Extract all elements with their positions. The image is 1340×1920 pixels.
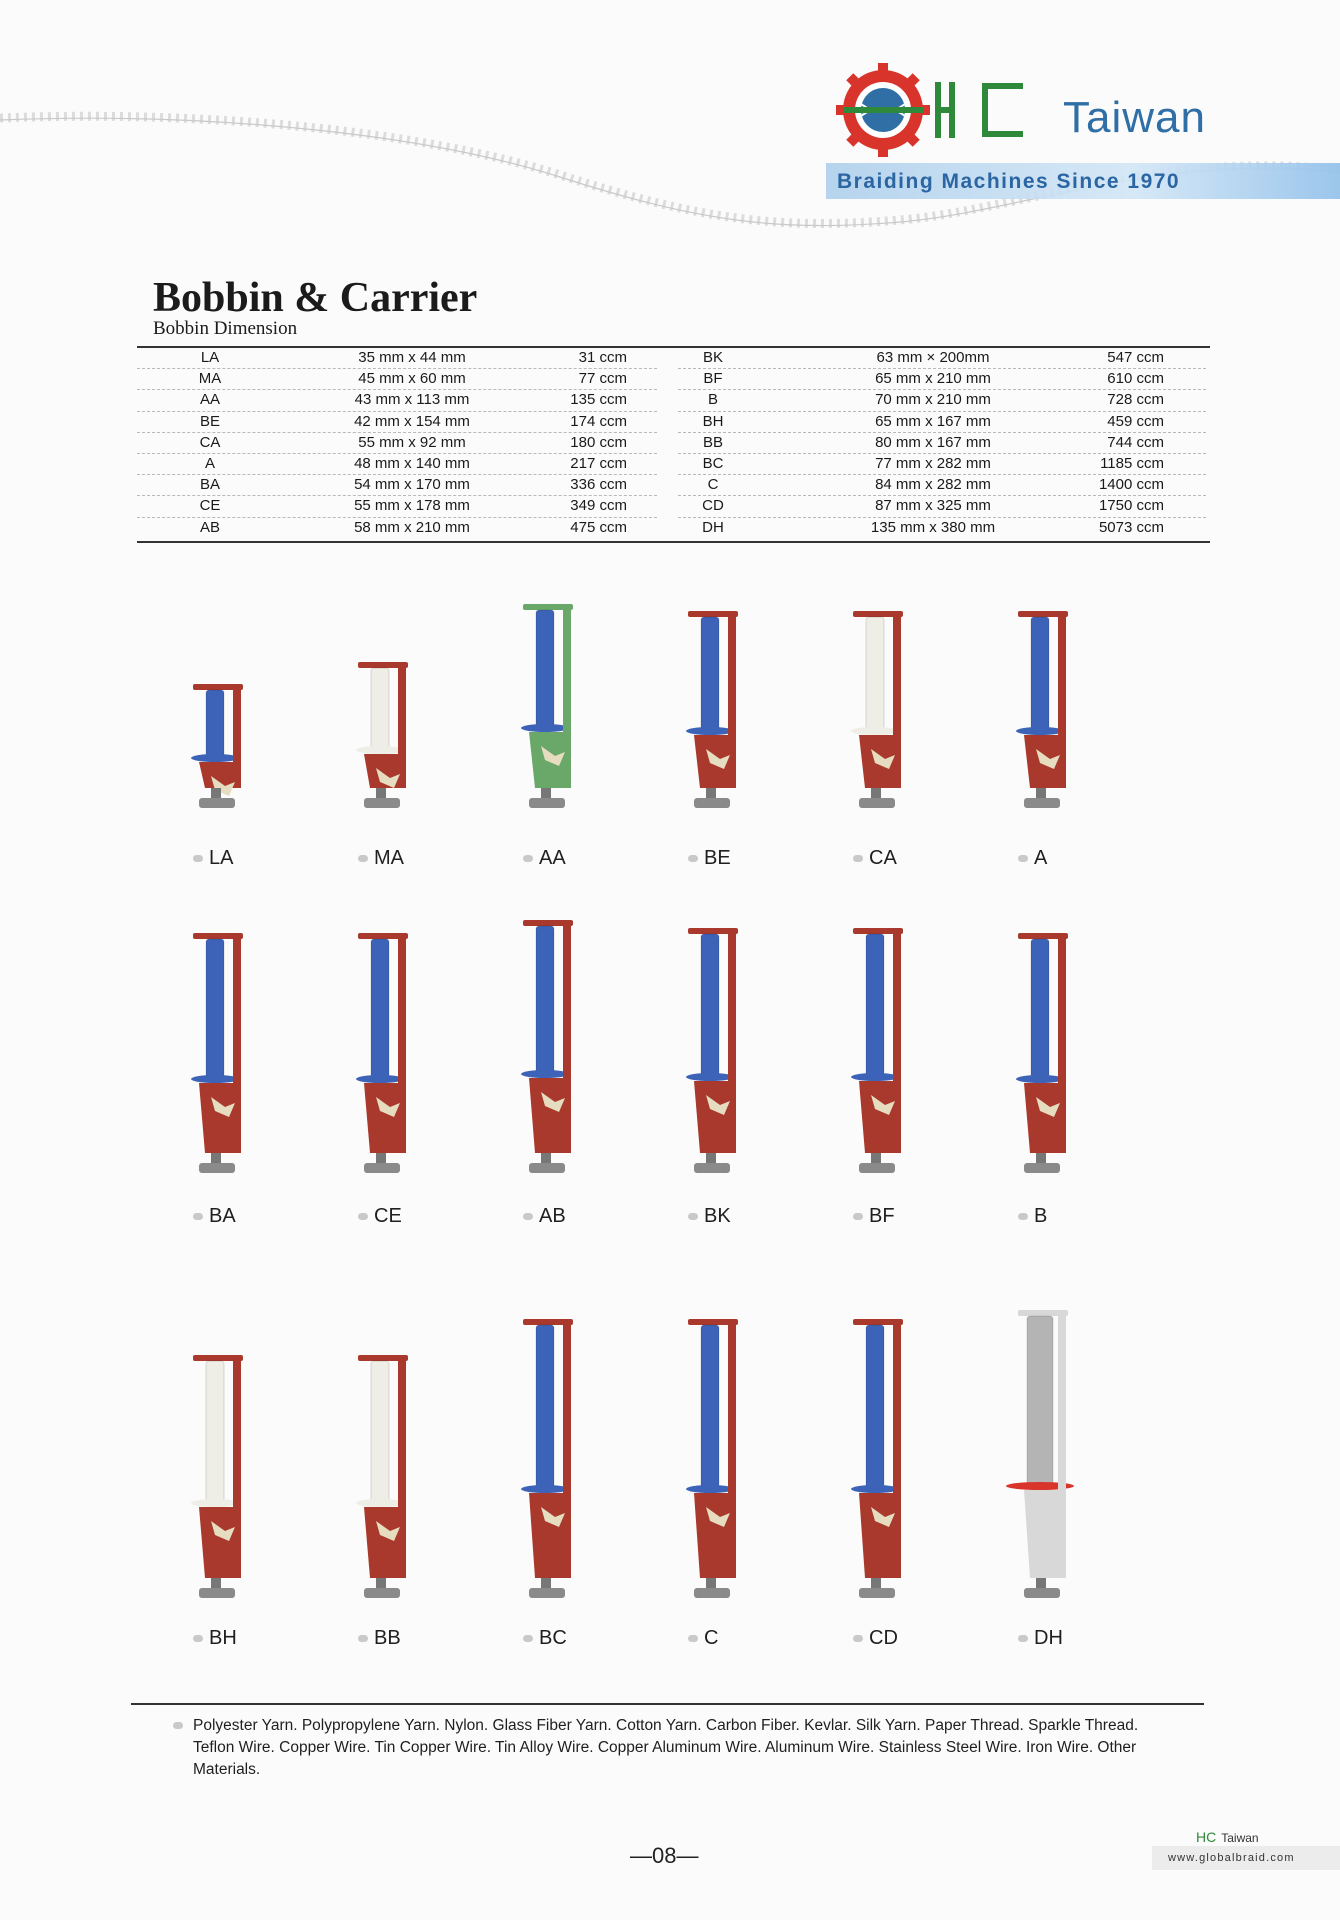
dimension-size: 45 mm x 60 mm [358,370,466,388]
carrier-la [175,674,275,810]
dimension-volume: 174 ccm [570,412,627,430]
carrier-ab [505,910,605,1175]
dimension-table-right [678,348,1206,538]
dimension-code: LA [200,349,220,366]
carrier-label-text: BE [704,847,731,869]
dimension-volume: 744 ccm [1107,433,1164,451]
bullet-icon [1018,1213,1028,1220]
section-subtitle: Bobbin Dimension [153,318,298,339]
carrier-a [1000,601,1100,810]
bullet-icon [193,855,203,862]
dimension-row [137,433,657,454]
carrier-label-text: B [1034,1205,1048,1227]
dimension-volume: 77 ccm [578,370,627,388]
dimension-volume: 349 ccm [570,497,627,515]
dimension-code: BC [702,454,724,472]
carrier-label-text: BF [869,1205,895,1227]
dimension-volume: 135 ccm [570,391,627,409]
dimension-row [678,390,1206,411]
dimension-row [137,390,657,411]
carrier-illustration [340,923,440,1175]
dimension-code: BE [199,412,220,430]
dimension-volume: 31 ccm [578,349,627,366]
carrier-label [523,847,566,870]
dimension-size: 65 mm x 210 mm [875,370,991,388]
dimension-code: A [204,454,215,472]
carrier-label [853,1205,895,1228]
bullet-icon [193,1635,203,1642]
carrier-illustration [505,594,605,810]
dimension-code: AA [199,391,220,409]
dimension-code: CD [702,497,724,515]
carrier-c [670,1309,770,1600]
carrier-b [1000,923,1100,1175]
footer-brand-suffix: Taiwan [1221,1831,1259,1845]
bullet-icon [358,855,368,862]
carrier-cd [835,1309,935,1600]
dimension-volume: 180 ccm [570,433,627,451]
bullet-icon [688,855,698,862]
carrier-illustration [505,910,605,1175]
carrier-bf [835,918,935,1175]
carrier-label-text: CE [374,1205,402,1227]
carrier-illustration [670,601,770,810]
carrier-illustration [670,1309,770,1600]
dimension-row [137,348,657,369]
dimension-volume: 610 ccm [1107,370,1164,388]
carrier-label [1018,847,1047,870]
dimension-code: B [707,391,718,409]
carrier-label-text: LA [209,847,234,869]
dimension-volume: 1400 ccm [1098,476,1164,494]
bullet-icon [853,1635,863,1642]
carrier-label-text: BH [209,1627,237,1649]
carrier-illustration [175,923,275,1175]
bullet-icon [1018,1635,1028,1642]
carrier-label [1018,1205,1047,1228]
carrier-illustration [175,674,275,810]
carrier-label-text: A [1034,847,1048,869]
carrier-ma [340,652,440,810]
dimension-row [678,433,1206,454]
carrier-label-text: BC [539,1627,567,1649]
dimension-size: 70 mm x 210 mm [875,391,991,409]
carrier-label [688,847,731,870]
dimension-size: 35 mm x 44 mm [358,349,466,366]
dimension-size: 77 mm x 282 mm [875,454,991,472]
bullet-icon [688,1635,698,1642]
carrier-label [853,847,897,870]
carrier-illustration [1000,923,1100,1175]
dimension-size: 55 mm x 178 mm [354,497,470,515]
carrier-illustration [340,652,440,810]
carrier-bh [175,1345,275,1600]
dimension-row [137,412,657,433]
dimension-row [678,454,1206,475]
dimension-size: 65 mm x 167 mm [875,412,991,430]
bullet-icon [523,1213,533,1220]
carrier-label [688,1205,731,1228]
carrier-label [358,1627,401,1650]
carrier-label-text: C [704,1627,719,1649]
dimension-size: 54 mm x 170 mm [354,476,470,494]
carrier-label [1018,1627,1063,1650]
carrier-label-text: MA [374,847,404,869]
dimension-row [678,496,1206,517]
carrier-be [670,601,770,810]
dimension-volume: 475 ccm [570,518,627,536]
bullet-icon [688,1213,698,1220]
carrier-label-text: AA [539,847,566,869]
page-number: —08— [630,1843,699,1868]
dimension-code: BH [702,412,724,430]
brand-name: Taiwan [1063,93,1206,142]
dimension-size: 63 mm × 200mm [876,349,990,366]
dimension-code: BF [703,370,723,388]
section-title: Bobbin & Carrier [153,275,478,321]
dimension-code: CE [199,497,221,515]
dimension-code: BK [702,349,723,366]
carrier-label-text: DH [1034,1627,1063,1649]
dimension-volume: 728 ccm [1107,391,1164,409]
footer-brand-mark: HC [1196,1829,1217,1845]
dimension-row [137,369,657,390]
materials-list [193,1715,1153,1781]
carrier-label [523,1205,566,1228]
carrier-illustration [670,918,770,1175]
carrier-label [688,1627,718,1650]
carrier-label [193,1627,237,1650]
dimension-table-left [137,348,657,538]
dimension-size: 48 mm x 140 mm [354,454,470,472]
tagline: Braiding Machines Since 1970 [837,170,1181,193]
bullet-icon [853,1213,863,1220]
dimension-row [678,518,1206,538]
bullet-icon [173,1722,183,1729]
dimension-row [137,518,657,538]
dimension-code: C [707,476,719,494]
dimension-code: DH [702,518,724,536]
carrier-illustration [835,1309,935,1600]
dimension-volume: 547 ccm [1107,349,1164,366]
dimension-size: 135 mm x 380 mm [870,518,996,536]
dimension-size: 87 mm x 325 mm [875,497,991,515]
dimension-row [678,348,1206,369]
dimension-size: 55 mm x 92 mm [358,433,466,451]
carrier-label-text: CA [869,847,897,869]
carrier-ca [835,601,935,810]
carrier-label [358,1205,402,1228]
carrier-illustration [175,1345,275,1600]
materials-text: Polyester Yarn. Polypropylene Yarn. Nylon. Glass Fiber Yarn. Cotton Yarn. Carbon Fiber. Kevlar. Silk Yarn. Paper Thread. Sparkle Thread. Teflon Wire. Copper Wire. Tin Copper Wire. Tin Alloy Wire. Copper Aluminum Wire. Aluminum Wire. Stainless Steel Wire. Iron Wire. Other Materials. [193,1717,1139,1778]
carrier-illustration [1000,601,1100,810]
dimension-volume: 1185 ccm [1100,454,1164,472]
bullet-icon [523,855,533,862]
dimension-row [678,475,1206,496]
bullet-icon [523,1635,533,1642]
materials-rule [131,1703,1204,1705]
dimension-volume: 1750 ccm [1098,497,1164,515]
dimension-code: BA [199,476,220,494]
carrier-ba [175,923,275,1175]
dimension-volume: 336 ccm [570,476,627,494]
dimension-row [137,454,657,475]
bullet-icon [358,1635,368,1642]
dimension-row [137,496,657,517]
dimension-volume: 217 ccm [570,454,627,472]
footer-url: www.globalbraid.com [1168,1852,1295,1864]
bullet-icon [193,1213,203,1220]
carrier-label [358,847,404,870]
carrier-illustration [835,918,935,1175]
dimension-size: 80 mm x 167 mm [875,433,991,451]
dimension-code: MA [198,370,222,388]
dimension-row [678,369,1206,390]
dimension-row [137,475,657,496]
bullet-icon [358,1213,368,1220]
carrier-illustration [505,1309,605,1600]
carrier-label [853,1627,898,1650]
dimension-volume: 5073 ccm [1098,518,1164,536]
dimension-size: 43 mm x 113 mm [354,391,470,409]
carrier-label-text: AB [539,1205,566,1227]
dimension-code: AB [199,518,220,536]
carrier-bc [505,1309,605,1600]
carrier-label-text: BA [209,1205,236,1227]
carrier-illustration [835,601,935,810]
carrier-label [523,1627,567,1650]
carrier-aa [505,594,605,810]
carrier-ce [340,923,440,1175]
dimension-code: CA [199,433,221,451]
table-bottom-rule [137,541,1210,543]
carrier-dh [1000,1300,1100,1600]
carrier-illustration [340,1345,440,1600]
bullet-icon [853,855,863,862]
dimension-volume: 459 ccm [1107,412,1164,430]
dimension-row [678,412,1206,433]
dimension-size: 84 mm x 282 mm [875,476,991,494]
carrier-bb [340,1345,440,1600]
carrier-label [193,1205,236,1228]
footer-brand [1196,1829,1259,1845]
dimension-code: BB [702,433,723,451]
bullet-icon [1018,855,1028,862]
dimension-size: 42 mm x 154 mm [354,412,470,430]
carrier-label-text: BB [374,1627,401,1649]
dimension-size: 58 mm x 210 mm [354,518,470,536]
carrier-illustration [1000,1300,1100,1600]
carrier-label-text: BK [704,1205,731,1227]
carrier-bk [670,918,770,1175]
carrier-label-text: CD [869,1627,898,1649]
carrier-label [193,847,233,870]
